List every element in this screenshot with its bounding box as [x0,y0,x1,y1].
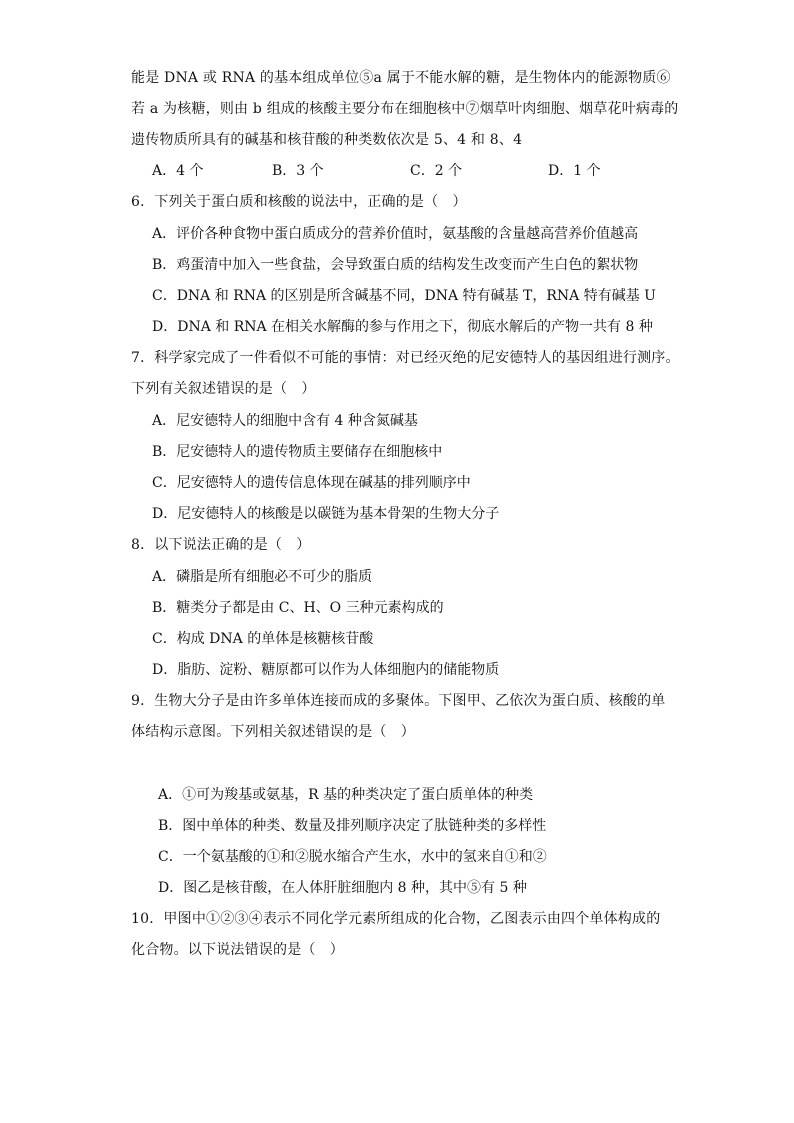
q7-option-b: B．尼安德特人的遗传物质主要储存在细胞核中 [152,444,443,460]
q9-option-c: C．一个氨基酸的①和②脱水缩合产生水，水中的氢来自①和② [158,849,547,865]
q6-option-a: A．评价各种食物中蛋白质成分的营养价值时，氨基酸的含量越高营养价值越高 [152,226,639,242]
intro-line-3: 遗传物质所具有的碱基和核苷酸的种类数依次是 5、4 和 8、4 [131,132,523,148]
q6-option-b: B．鸡蛋清中加入一些食盐，会导致蛋白质的结构发生改变而产生白色的絮状物 [152,257,639,273]
q9-option-d: D．图乙是核苷酸，在人体肝脏细胞内 8 种，其中⑤有 5 种 [158,880,527,896]
q6-stem: 6．下列关于蛋白质和核酸的说法中，正确的是（ ） [131,194,467,210]
q7-option-a: A．尼安德特人的细胞中含有 4 种含氮碱基 [152,413,418,429]
q6-option-d: D．DNA 和 RNA 在相关水解酶的参与作用之下，彻底水解后的产物一共有 8 种 [152,319,653,335]
q9-stem-line-2: 体结构示意图。下列相关叙述错误的是（ ） [131,724,415,740]
intro-line-1: 能是 DNA 或 RNA 的基本组成单位⑤a 属于不能水解的糖，是生物体内的能源物质⑥ [131,70,671,86]
q6-option-c: C．DNA 和 RNA 的区别是所含碱基不同，DNA 特有碱基 T，RNA 特有碱基 U [152,288,656,304]
q5-option-c: C．2 个 [410,163,463,179]
intro-line-2: 若 a 为核糖，则由 b 组成的核酸主要分布在细胞核中⑦烟草叶肉细胞、烟草花叶病毒的 [131,101,679,117]
q9-option-a: A．①可为羧基或氨基，R 基的种类决定了蛋白质单体的种类 [158,787,534,803]
q8-stem: 8．以下说法正确的是（ ） [131,537,311,553]
q10-stem-line-1: 10．甲图中①②③④表示不同化学元素所组成的化合物，乙图表示由四个单体构成的 [131,911,661,927]
q5-option-a: A．4 个 [152,163,204,179]
q7-stem-line-2: 下列有关叙述错误的是（ ） [131,381,316,397]
q10-stem-line-2: 化合物。以下说法错误的是（ ） [131,942,344,958]
q5-option-d: D．1 个 [548,163,601,179]
q7-option-c: C．尼安德特人的遗传信息体现在碱基的排列顺序中 [152,475,471,491]
q8-option-d: D．脂肪、淀粉、糖原都可以作为人体细胞内的储能物质 [152,662,500,678]
q7-option-d: D．尼安德特人的核酸是以碳链为基本骨架的生物大分子 [152,506,500,522]
q8-option-c: C．构成 DNA 的单体是核糖核苷酸 [152,631,374,647]
q8-option-b: B．糖类分子都是由 C、H、O 三种元素构成的 [152,600,444,616]
q9-option-b: B．图中单体的种类、数量及排列顺序决定了肽链种类的多样性 [158,818,547,834]
q5-option-b: B．3 个 [272,163,324,179]
q8-option-a: A．磷脂是所有细胞必不可少的脂质 [152,569,373,585]
q7-stem-line-1: 7．科学家完成了一件看似不可能的事情：对已经灭绝的尼安德特人的基因组进行测序。 [131,350,680,366]
q9-stem-line-1: 9．生物大分子是由许多单体连接而成的多聚体。下图甲、乙依次为蛋白质、核酸的单 [131,693,666,709]
